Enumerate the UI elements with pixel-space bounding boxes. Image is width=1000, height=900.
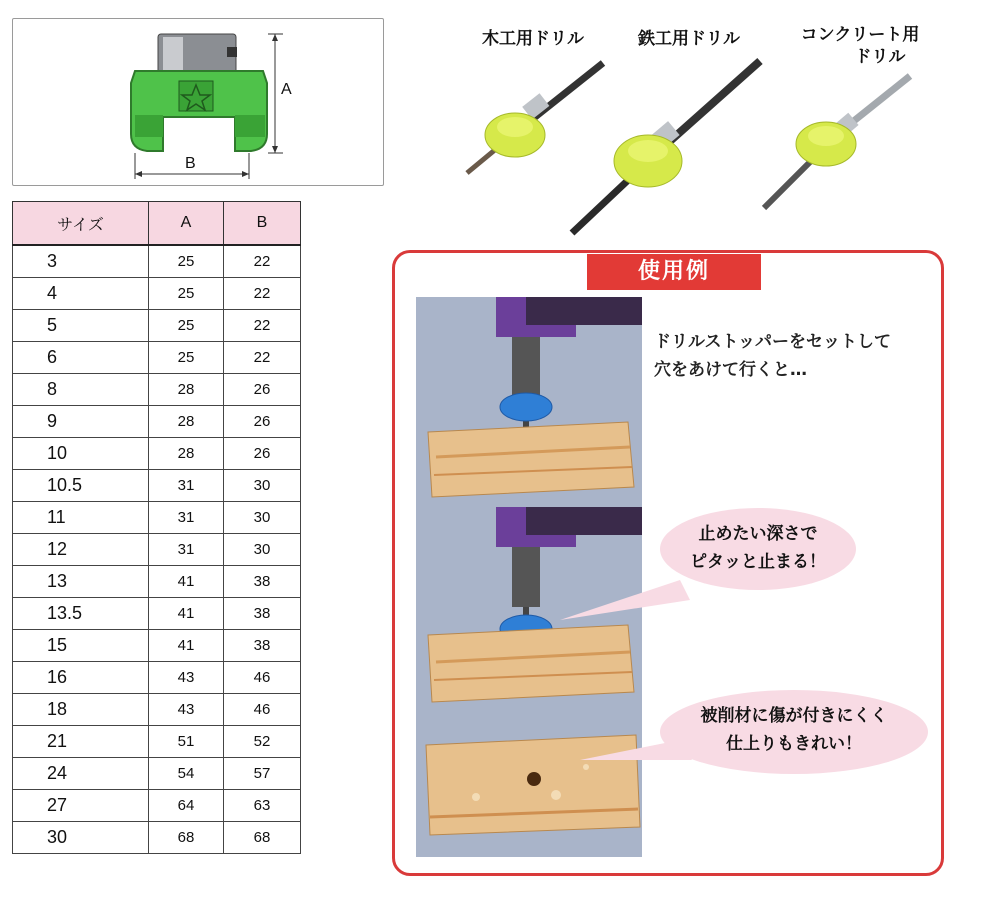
b-cell: 30 bbox=[224, 534, 301, 566]
a-cell: 25 bbox=[149, 278, 224, 310]
size-cell: 6 bbox=[13, 342, 149, 374]
iron-drill-image bbox=[560, 55, 770, 240]
size-cell: 30 bbox=[13, 822, 149, 854]
size-cell: 21 bbox=[13, 726, 149, 758]
bubble-stop-line1: 止めたい深さで bbox=[698, 524, 818, 544]
a-cell: 28 bbox=[149, 406, 224, 438]
a-cell: 25 bbox=[149, 342, 224, 374]
size-cell: 10.5 bbox=[13, 470, 149, 502]
size-cell: 10 bbox=[13, 438, 149, 470]
b-cell: 46 bbox=[224, 662, 301, 694]
size-cell: 18 bbox=[13, 694, 149, 726]
a-cell: 41 bbox=[149, 630, 224, 662]
size-cell: 3 bbox=[13, 245, 149, 278]
table-row bbox=[13, 342, 301, 374]
size-cell: 11 bbox=[13, 502, 149, 534]
b-cell: 38 bbox=[224, 630, 301, 662]
b-cell: 38 bbox=[224, 566, 301, 598]
b-cell: 46 bbox=[224, 694, 301, 726]
a-cell: 43 bbox=[149, 694, 224, 726]
table-row bbox=[13, 406, 301, 438]
usage-photo-drilling bbox=[416, 297, 642, 507]
table-row bbox=[13, 726, 301, 758]
a-cell: 28 bbox=[149, 374, 224, 406]
usage-intro-line2: 穴をあけて行くと… bbox=[654, 360, 807, 380]
b-cell: 22 bbox=[224, 342, 301, 374]
concrete-drill-image bbox=[750, 70, 920, 220]
a-cell: 25 bbox=[149, 310, 224, 342]
header-b: B bbox=[224, 202, 301, 246]
size-cell: 9 bbox=[13, 406, 149, 438]
usage-intro-line1: ドリルストッパーをセットして bbox=[654, 332, 891, 352]
size-cell: 24 bbox=[13, 758, 149, 790]
a-cell: 64 bbox=[149, 790, 224, 822]
concrete-drill-label-line1: コンクリート用 bbox=[800, 25, 920, 45]
bubble-stop-line2: ピタッと止まる！ bbox=[690, 552, 826, 572]
bubble-finish-line2: 仕上りもきれい！ bbox=[726, 734, 862, 754]
a-cell: 41 bbox=[149, 566, 224, 598]
size-cell: 13.5 bbox=[13, 598, 149, 630]
dimension-b-label: B bbox=[185, 155, 196, 172]
b-cell: 30 bbox=[224, 470, 301, 502]
b-cell: 63 bbox=[224, 790, 301, 822]
size-table-body bbox=[13, 245, 301, 854]
b-cell: 26 bbox=[224, 374, 301, 406]
a-cell: 41 bbox=[149, 598, 224, 630]
size-table bbox=[12, 201, 301, 854]
table-row bbox=[13, 502, 301, 534]
size-cell: 13 bbox=[13, 566, 149, 598]
a-cell: 31 bbox=[149, 534, 224, 566]
size-cell: 5 bbox=[13, 310, 149, 342]
header-size: サイズ bbox=[13, 202, 149, 246]
dimension-diagram bbox=[12, 18, 384, 186]
concrete-drill-label bbox=[790, 24, 930, 68]
size-cell: 16 bbox=[13, 662, 149, 694]
size-table-header-row bbox=[13, 202, 301, 246]
table-row bbox=[13, 822, 301, 854]
a-cell: 28 bbox=[149, 438, 224, 470]
a-cell: 43 bbox=[149, 662, 224, 694]
speech-bubble-stop bbox=[660, 508, 856, 590]
b-cell: 57 bbox=[224, 758, 301, 790]
size-cell: 8 bbox=[13, 374, 149, 406]
b-cell: 52 bbox=[224, 726, 301, 758]
table-row bbox=[13, 310, 301, 342]
table-row bbox=[13, 438, 301, 470]
speech-bubble-finish bbox=[660, 690, 928, 774]
size-cell: 12 bbox=[13, 534, 149, 566]
table-row bbox=[13, 598, 301, 630]
a-cell: 54 bbox=[149, 758, 224, 790]
concrete-drill-label-line2: ドリル bbox=[854, 47, 906, 67]
a-cell: 31 bbox=[149, 470, 224, 502]
iron-drill-label: 鉄工用ドリル bbox=[638, 29, 740, 49]
bubble-finish-line1: 被削材に傷が付きにくく bbox=[700, 706, 888, 726]
b-cell: 22 bbox=[224, 278, 301, 310]
table-row bbox=[13, 758, 301, 790]
b-cell: 22 bbox=[224, 310, 301, 342]
size-cell: 15 bbox=[13, 630, 149, 662]
a-cell: 31 bbox=[149, 502, 224, 534]
a-cell: 25 bbox=[149, 245, 224, 278]
a-cell: 68 bbox=[149, 822, 224, 854]
table-row bbox=[13, 534, 301, 566]
dimension-a-label: A bbox=[281, 81, 292, 98]
b-cell: 30 bbox=[224, 502, 301, 534]
table-row bbox=[13, 694, 301, 726]
b-cell: 26 bbox=[224, 438, 301, 470]
table-row bbox=[13, 278, 301, 310]
a-cell: 51 bbox=[149, 726, 224, 758]
b-cell: 68 bbox=[224, 822, 301, 854]
table-row bbox=[13, 566, 301, 598]
b-cell: 38 bbox=[224, 598, 301, 630]
usage-intro-text bbox=[654, 328, 891, 384]
table-row bbox=[13, 470, 301, 502]
table-row bbox=[13, 630, 301, 662]
table-row bbox=[13, 245, 301, 278]
b-cell: 26 bbox=[224, 406, 301, 438]
wood-drill-label: 木工用ドリル bbox=[482, 29, 584, 49]
size-cell: 4 bbox=[13, 278, 149, 310]
header-a: A bbox=[149, 202, 224, 246]
table-row bbox=[13, 662, 301, 694]
size-cell: 27 bbox=[13, 790, 149, 822]
b-cell: 22 bbox=[224, 245, 301, 278]
usage-example-title: 使用例 bbox=[587, 254, 761, 290]
stopper-diagram-illustration bbox=[13, 19, 383, 185]
table-row bbox=[13, 374, 301, 406]
table-row bbox=[13, 790, 301, 822]
